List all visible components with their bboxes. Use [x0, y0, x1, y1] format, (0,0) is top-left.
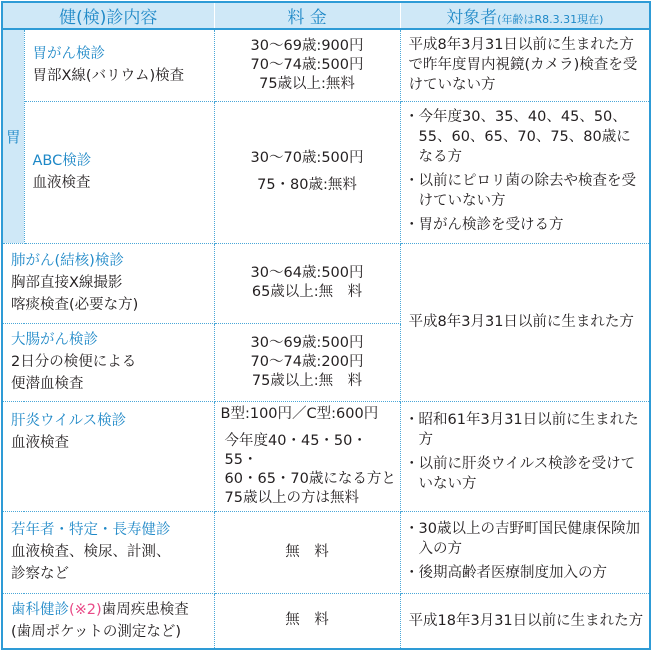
- table-row-youth-specific: [2, 511, 650, 593]
- fee-cell: [214, 593, 400, 649]
- fee-line: 65歳以上:無 料: [251, 284, 363, 300]
- stomach-group-label: 胃: [2, 29, 24, 243]
- header-target-label: 対象者: [446, 8, 498, 28]
- header-target: [400, 2, 650, 29]
- target-text: 平成8年3月31日以前に生まれた方: [408, 314, 634, 330]
- fee-note-line: 75歳以上の方は無料: [224, 489, 359, 506]
- exam-cell: [2, 323, 214, 401]
- target-list: [409, 519, 646, 583]
- exam-title: 大腸がん検診: [11, 332, 98, 348]
- fee-line: B型:100円／C型:600円: [220, 405, 379, 422]
- header-fee: 料 金: [214, 2, 400, 29]
- table-row-abc: [2, 101, 650, 243]
- list-item: ・ 後期高齢者医療制度加入の方: [409, 563, 646, 583]
- fee-line: 30～69歳:900円: [250, 37, 364, 54]
- table-row-dental: [2, 593, 650, 649]
- target-text: 平成8年3月31日以前に生まれた方で昨年度胃内視鏡(カメラ)検査を受けていない方: [408, 37, 638, 94]
- fee-line: 75歳以上:無 料: [251, 372, 363, 389]
- target-cell: [400, 243, 650, 401]
- exam-title: 肝炎ウイルス検診: [11, 412, 127, 429]
- exam-desc: 胃部X線(バリウム)検査: [32, 68, 185, 85]
- exam-desc: (歯周ポケットの測定など): [11, 623, 182, 640]
- target-cell: [400, 511, 650, 593]
- exam-title: 若年者・特定・長寿健診: [11, 522, 171, 538]
- fee-cell: [214, 243, 400, 323]
- fee-line: 30～70歳:500円: [250, 150, 364, 166]
- exam-desc: 血液検査、検尿、計測、: [11, 544, 171, 560]
- exam-title: 肺がん(結核)検診: [11, 253, 124, 269]
- exam-desc: 血液検査: [32, 175, 91, 191]
- exam-desc: 胸部直接X線撮影: [11, 275, 123, 291]
- table-header-row: [2, 2, 650, 29]
- exam-title: ABC検診: [32, 153, 92, 169]
- fee-line: 75歳以上:無料: [259, 75, 355, 92]
- target-cell: [400, 101, 650, 243]
- table-row-gastric-cancer: [2, 29, 650, 101]
- list-item: ・ 胃がん検診を受ける方: [409, 215, 646, 235]
- list-item: ・ 以前にピロリ菌の除去や検査を受けていない方: [409, 171, 646, 211]
- exam-cell: [2, 401, 214, 511]
- exam-cell: [24, 29, 214, 101]
- list-item: ・ 昭和61年3月31日以前に生まれた方: [409, 410, 646, 450]
- target-cell: [400, 29, 650, 101]
- fee-cell: [214, 29, 400, 101]
- exam-cell: [2, 243, 214, 323]
- exam-cell: [24, 101, 214, 243]
- list-item: ・ 以前に肝炎ウイルス検診を受けていない方: [409, 454, 646, 494]
- target-cell: [400, 401, 650, 511]
- fee-cell: [214, 401, 400, 511]
- exam-desc: 2日分の検便による: [11, 354, 137, 370]
- exam-title: [11, 599, 214, 621]
- list-item: ・ 30歳以上の吉野町国民健康保険加入の方: [409, 519, 646, 559]
- fee-cell: [214, 323, 400, 401]
- exam-desc: 診察など: [11, 566, 69, 582]
- fee-note-line: 今年度40・45・50・55・: [224, 432, 367, 468]
- fee-line: 30～64歳:500円: [250, 265, 364, 281]
- exam-title: 胃がん検診: [32, 46, 105, 63]
- target-list: [409, 107, 646, 235]
- target-list: [409, 410, 646, 494]
- header-exam: 健(検)診内容: [2, 2, 214, 29]
- fee-cell: [214, 101, 400, 243]
- list-item: ・ 今年度30、35、40、45、50、55、60、65、70、75、80歳になる方: [409, 107, 646, 167]
- exam-desc: 血液検査: [11, 434, 69, 451]
- target-text: 平成18年3月31日以前に生まれた方: [408, 612, 644, 629]
- header-target-note: (年齢はR8.3.31現在): [497, 13, 604, 26]
- fee-cell: [214, 511, 400, 593]
- exam-cell: [2, 511, 214, 593]
- fee-line: 70～74歳:200円: [250, 353, 364, 370]
- screening-table: [1, 1, 651, 650]
- exam-desc: 便潜血検査: [11, 376, 84, 392]
- table-row-lung-cancer: [2, 243, 650, 323]
- table-row-hepatitis: [2, 401, 650, 511]
- note-mark: (※2): [69, 601, 102, 618]
- exam-desc: 喀痰検査(必要な方): [11, 297, 139, 313]
- fee-line: 無 料: [285, 612, 329, 629]
- dental-title-rest: 歯周疾患検査: [101, 601, 189, 618]
- fee-note-line: 60・65・70歳になる方と: [224, 470, 396, 487]
- target-cell: [400, 593, 650, 649]
- exam-cell: [2, 593, 214, 649]
- dental-title: 歯科健診: [11, 601, 69, 618]
- fee-line: 無 料: [285, 543, 329, 560]
- fee-line: 75・80歳:無料: [257, 177, 357, 193]
- fee-line: 70～74歳:500円: [250, 56, 364, 73]
- fee-line: 30～69歳:500円: [250, 334, 364, 351]
